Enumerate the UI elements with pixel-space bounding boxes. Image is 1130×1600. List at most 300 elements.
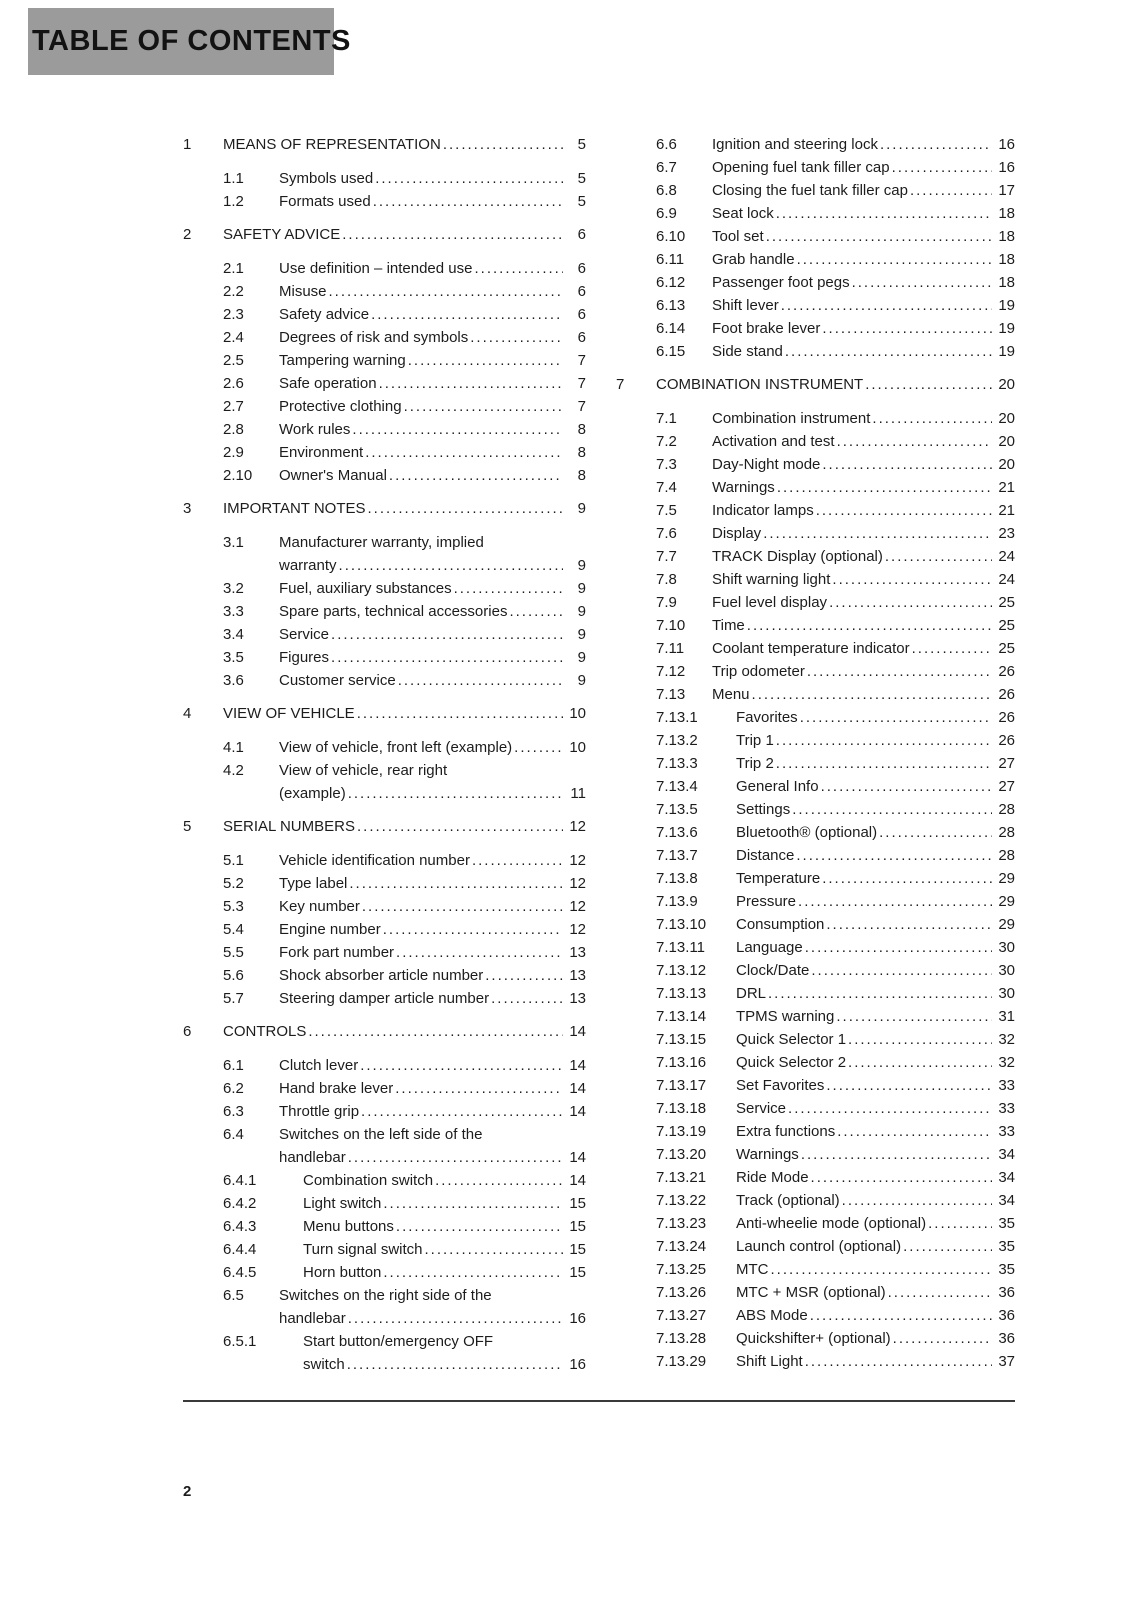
entry-page: 16 [998,136,1015,153]
toc-entry-line [223,1192,586,1215]
toc-entry [183,600,586,623]
dot-leader [796,844,992,867]
toc-entry-line [183,815,586,838]
entry-number: 2.4 [223,329,244,346]
entry-title: Language [736,939,803,956]
entry-page: 10 [569,705,586,722]
toc-entry-line [223,349,586,372]
entry-page: 26 [998,686,1015,703]
dot-leader [879,821,992,844]
toc-entry-line [656,202,1015,225]
entry-title: MTC [736,1261,769,1278]
dot-leader [383,1261,563,1284]
dot-leader [352,418,563,441]
entry-title: Consumption [736,916,825,933]
toc-entry [183,918,586,941]
dot-leader [810,1304,992,1327]
toc-entry [183,1123,586,1169]
entry-title: Owner's Manual [279,467,387,484]
toc-entry-line [223,1146,586,1169]
toc-entry-line [183,497,586,520]
entry-page: 14 [569,1149,586,1166]
entry-title: Fuel level display [712,594,828,611]
entry-page: 25 [998,594,1015,611]
dot-leader [771,1258,993,1281]
dot-leader [425,1238,564,1261]
toc-entry-line [656,1212,1015,1235]
toc-entry [616,1028,1015,1051]
dot-leader [816,499,992,522]
toc-entry-line [656,1350,1015,1373]
dot-leader [308,1020,563,1043]
entry-number: 7.5 [656,502,677,519]
entry-page: 15 [569,1264,586,1281]
entry-page: 7 [577,398,586,415]
toc-entry-line [656,1097,1015,1120]
toc-entry-line [656,798,1015,821]
entry-title: Seat lock [712,205,774,222]
toc-entry [616,1235,1015,1258]
toc-entry-line [223,600,586,623]
entry-number: 7.13.19 [656,1123,707,1140]
entry-page: 31 [998,1008,1015,1025]
entry-title: Time [712,617,745,634]
entry-page: 6 [577,260,586,277]
entry-title: Start button/emergency OFF [303,1333,494,1350]
entry-title: Tool set [712,228,764,245]
toc-entry-line [656,476,1015,499]
toc-entry-line [656,1327,1015,1350]
entry-number: 7.13.27 [656,1307,707,1324]
entry-number: 6 [183,1023,192,1040]
entry-title: Environment [279,444,364,461]
entry-title: Distance [736,847,795,864]
toc-entry [183,531,586,577]
entry-page: 15 [569,1241,586,1258]
toc-entry-line [223,1353,586,1376]
toc-entry [616,591,1015,614]
entry-number: 7.9 [656,594,677,611]
entry-title: Warnings [712,479,775,496]
entry-number: 5.7 [223,990,244,1007]
entry-number: 7.13.22 [656,1192,707,1209]
entry-title: Turn signal switch [303,1241,423,1258]
entry-number: 6.5.1 [223,1333,257,1350]
entry-number: 2 [183,226,192,243]
toc-entry [183,497,586,520]
toc-entry-line [656,1189,1015,1212]
toc-entry [183,849,586,872]
entry-title: Quickshifter+ (optional) [736,1330,891,1347]
toc-entry-line [656,317,1015,340]
dot-leader [408,349,563,372]
entry-number: 5.1 [223,852,244,869]
toc-entry [616,775,1015,798]
entry-page: 17 [998,182,1015,199]
dot-leader [470,326,563,349]
entry-page: 15 [569,1195,586,1212]
toc-entry-line [656,179,1015,202]
toc-entry [616,294,1015,317]
entry-page: 8 [577,467,586,484]
toc-entry-line [656,453,1015,476]
dot-leader [848,1028,992,1051]
dot-leader [342,223,563,246]
entry-number: 7.3 [656,456,677,473]
toc-entry [616,1327,1015,1350]
entry-page: 16 [569,1356,586,1373]
entry-page: 11 [570,785,586,802]
dot-leader [893,1327,992,1350]
toc-entry-line [656,294,1015,317]
entry-page: 9 [577,649,586,666]
dot-leader [822,317,992,340]
dot-leader [776,729,992,752]
entry-number: 6.3 [223,1103,244,1120]
entry-number: 7.13.10 [656,916,707,933]
entry-title: Display [712,525,762,542]
entry-page: 36 [998,1284,1015,1301]
toc-entry-line [656,706,1015,729]
toc-entry-line [223,987,586,1010]
entry-title: Pressure [736,893,797,910]
dot-leader [822,453,992,476]
entry-page: 20 [998,376,1015,393]
toc-entry-line [223,190,586,213]
toc-entry [616,271,1015,294]
entry-title: Clutch lever [279,1057,359,1074]
entry-page: 12 [569,898,586,915]
dot-leader [375,167,563,190]
entry-page: 30 [998,962,1015,979]
toc-entry-line [656,1166,1015,1189]
dot-leader [747,614,992,637]
entry-number: 2.10 [223,467,253,484]
toc-entry [616,1212,1015,1235]
dot-leader [892,156,992,179]
entry-number: 6.11 [656,251,685,268]
toc-entry [183,441,586,464]
entry-title: Closing the fuel tank filler cap [712,182,908,199]
toc-entry-line [223,1284,586,1307]
dot-leader [752,683,992,706]
toc-entry-line [656,499,1015,522]
entry-title: Clock/Date [736,962,810,979]
toc-entry-line [656,1281,1015,1304]
toc-entry [616,798,1015,821]
dot-leader [362,895,563,918]
dot-leader [331,623,563,646]
entry-title: Foot brake lever [712,320,821,337]
entry-page: 18 [998,274,1015,291]
toc-entry-line [656,591,1015,614]
dot-leader [357,815,563,838]
toc-entry [183,257,586,280]
entry-page: 15 [569,1218,586,1235]
entry-page: 20 [998,433,1015,450]
entry-title: Quick Selector 2 [736,1054,847,1071]
entry-title: Hand brake lever [279,1080,394,1097]
toc-entry [616,1097,1015,1120]
toc-entry [183,303,586,326]
entry-title: Light switch [303,1195,382,1212]
entry-number: 7.13.12 [656,962,707,979]
entry-page: 29 [998,916,1015,933]
toc-entry [183,872,586,895]
toc-entry [183,133,586,156]
entry-number: 7.13.20 [656,1146,707,1163]
dot-leader [348,1307,563,1330]
toc-entry-line [223,326,586,349]
toc-entry-line [656,156,1015,179]
dot-leader [357,702,563,725]
toc-entry-line [223,554,586,577]
dot-leader [348,1146,563,1169]
entry-number: 7.13.14 [656,1008,707,1025]
dot-leader [880,133,992,156]
entry-title: Opening fuel tank filler cap [712,159,890,176]
entry-page: 19 [998,343,1015,360]
entry-number: 2.7 [223,398,244,415]
dot-leader [485,964,563,987]
dot-leader [509,600,563,623]
toc-entry-line [223,918,586,941]
entry-title: Temperature [736,870,821,887]
entry-title: Indicator lamps [712,502,814,519]
toc-entry-line [656,821,1015,844]
entry-page: 12 [569,818,586,835]
entry-title: Switches on the left side of the [279,1126,483,1143]
entry-number: 5.2 [223,875,244,892]
entry-page: 9 [577,557,586,574]
toc-entry-line [223,669,586,692]
entry-page: 23 [998,525,1015,542]
toc-entry-line [223,1215,586,1238]
toc-entry-line [656,729,1015,752]
entry-page: 13 [569,967,586,984]
entry-number: 6.1 [223,1057,244,1074]
toc-entry [183,736,586,759]
toc-entry [616,499,1015,522]
toc-entry [616,476,1015,499]
toc-entry-line [656,1235,1015,1258]
entry-page: 21 [998,479,1015,496]
toc-entry-line [656,1028,1015,1051]
dot-leader [829,591,992,614]
toc-entry [183,1284,586,1330]
entry-number: 7.13.16 [656,1054,707,1071]
toc-entry [616,982,1015,1005]
dot-leader [785,340,992,363]
toc-entry-line [656,340,1015,363]
toc-entry-line [656,407,1015,430]
dot-leader [797,248,992,271]
entry-number: 7.13.6 [656,824,698,841]
entry-number: 7.13.2 [656,732,698,749]
entry-title: Activation and test [712,433,835,450]
entry-title: DRL [736,985,767,1002]
entry-title: Menu [712,686,750,703]
toc-entry [616,821,1015,844]
dot-leader [788,1097,992,1120]
toc-entry [183,646,586,669]
toc-entry [616,890,1015,913]
toc-entry [183,464,586,487]
entry-number: 5.6 [223,967,244,984]
entry-page: 24 [998,548,1015,565]
toc-entry-line [183,133,586,156]
entry-number: 7.6 [656,525,677,542]
entry-page: 36 [998,1307,1015,1324]
toc-entry-line [656,225,1015,248]
entry-page: 35 [998,1215,1015,1232]
entry-number: 6.9 [656,205,677,222]
toc-entry [616,1074,1015,1097]
entry-number: 6.6 [656,136,677,153]
entry-page: 28 [998,847,1015,864]
entry-title: Safe operation [279,375,377,392]
toc-entry [616,225,1015,248]
toc-entry [616,156,1015,179]
toc-entry-line [656,959,1015,982]
entry-title: Grab handle [712,251,795,268]
entry-page: 9 [577,626,586,643]
entry-page: 35 [998,1261,1015,1278]
entry-page: 26 [998,709,1015,726]
entry-page: 18 [998,205,1015,222]
toc-entry-line [656,1005,1015,1028]
entry-page: 33 [998,1100,1015,1117]
entry-number: 6.8 [656,182,677,199]
toc-entry-line [656,982,1015,1005]
entry-page: 27 [998,755,1015,772]
toc-entry-line [656,568,1015,591]
entry-number: 7.13.7 [656,847,698,864]
dot-leader [826,913,992,936]
toc-entry [616,844,1015,867]
toc-entry [616,202,1015,225]
entry-page: 29 [998,870,1015,887]
entry-number: 4 [183,705,192,722]
entry-number: 2.2 [223,283,244,300]
entry-page: 28 [998,801,1015,818]
dot-leader [348,782,563,805]
entry-number: 2.9 [223,444,244,461]
entry-number: 7.7 [656,548,677,565]
entry-title: Trip 1 [736,732,774,749]
dot-leader [888,1281,992,1304]
entry-title: SERIAL NUMBERS [223,818,355,835]
dot-leader [349,872,563,895]
dot-leader [768,982,992,1005]
entry-number: 2.1 [223,260,244,277]
entry-number: 6.14 [656,320,686,337]
toc-entry [616,407,1015,430]
entry-title: Shift Light [736,1353,803,1370]
entry-number: 6.4.5 [223,1264,257,1281]
toc-entry [616,752,1015,775]
page-title: TABLE OF CONTENTS [32,25,351,57]
toc-entry-line [656,1120,1015,1143]
entry-number: 7.13.26 [656,1284,707,1301]
footer-divider [183,1400,1015,1402]
entry-number: 7.13.25 [656,1261,707,1278]
toc-entry-line [183,702,586,725]
toc-entry [183,941,586,964]
toc-entry-line [656,430,1015,453]
toc-entry [183,1330,586,1376]
entry-number: 3.3 [223,603,244,620]
entry-page: 19 [998,320,1015,337]
dot-leader [837,1120,992,1143]
entry-page: 30 [998,939,1015,956]
entry-title: Fork part number [279,944,395,961]
entry-number: 2.6 [223,375,244,392]
toc-entry-line [656,1074,1015,1097]
entry-number: 7.2 [656,433,677,450]
toc-entry-line [656,614,1015,637]
toc-entry [616,1166,1015,1189]
toc-entry [183,1054,586,1077]
toc-entry [183,1215,586,1238]
entry-number: 7.11 [656,640,685,657]
toc-entry [616,545,1015,568]
entry-number: 1.2 [223,193,244,210]
toc-entry [183,190,586,213]
toc-entry [183,1169,586,1192]
dot-leader [395,1077,563,1100]
toc-entry-line [656,844,1015,867]
toc-entry-line [656,890,1015,913]
dot-leader [872,407,992,430]
entry-number: 7.4 [656,479,677,496]
toc-entry-line [656,683,1015,706]
entry-number: 7.13.3 [656,755,698,772]
entry-title: SAFETY ADVICE [223,226,341,243]
toc-entry [616,430,1015,453]
entry-number: 7.13.9 [656,893,698,910]
toc-entry-line [223,280,586,303]
toc-entry-line [223,1307,586,1330]
entry-title: Switches on the right side of the [279,1287,492,1304]
toc-entry [183,395,586,418]
toc-entry [183,964,586,987]
toc-entry-line [223,418,586,441]
dot-leader [472,849,563,872]
entry-title: handlebar [279,1149,346,1166]
dot-leader [339,554,563,577]
dot-leader [383,1192,563,1215]
dot-leader [777,476,992,499]
entry-title: Trip odometer [712,663,805,680]
entry-title: VIEW OF VEHICLE [223,705,355,722]
toc-entry [616,1143,1015,1166]
entry-title: Tampering warning [279,352,406,369]
toc-entry-line [223,395,586,418]
entry-page: 20 [998,410,1015,427]
toc-entry-line [223,1123,586,1146]
toc-entry [616,453,1015,476]
entry-page: 34 [998,1146,1015,1163]
toc-entry [183,895,586,918]
entry-page: 6 [577,329,586,346]
toc-entry-line [656,1304,1015,1327]
toc-entry-line [223,1169,586,1192]
entry-title: Passenger foot pegs [712,274,850,291]
dot-leader [404,395,563,418]
entry-title: Key number [279,898,360,915]
toc-column-right [616,133,1015,1373]
